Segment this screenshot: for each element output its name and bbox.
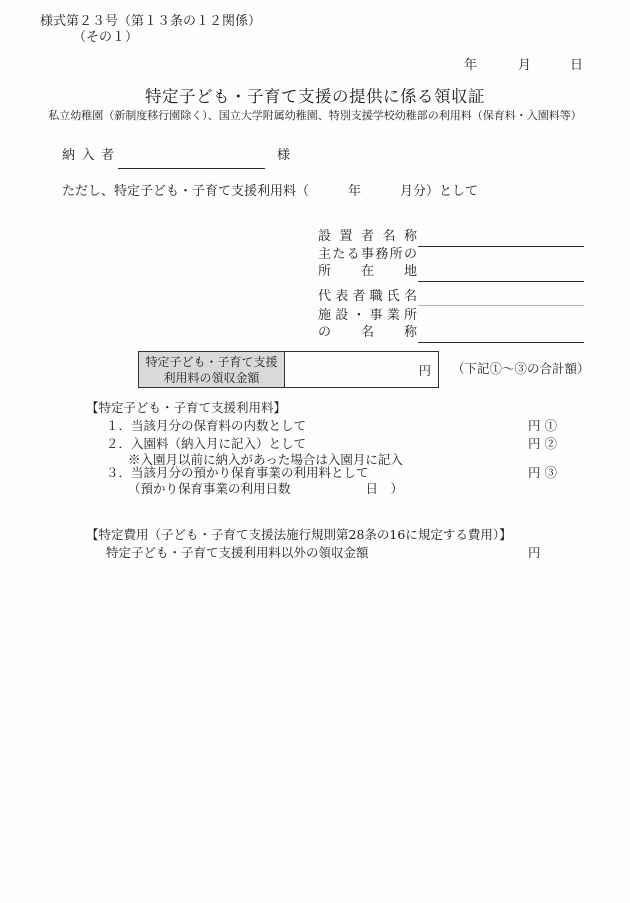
form-number: 様式第２３号（第１３条の１２関係）	[40, 14, 262, 29]
amount-box-unit: 円	[418, 362, 431, 378]
usage-fee-item-3: ３．当該月分の預かり保育事業の利用料として	[106, 465, 369, 480]
usage-fee-item-2-note: ※入園月以前に納入があった場合は入園月に記入	[128, 452, 403, 467]
payer-label: 納入者	[62, 148, 114, 163]
usage-fee-item-1: １．当該月分の保育料の内数として	[106, 418, 307, 433]
date-year-label: 年	[464, 58, 478, 73]
amount-box-value-cell	[285, 352, 438, 387]
date-month-label: 月	[518, 58, 532, 73]
issuer-facility-label-line2: の名称	[318, 325, 417, 340]
usage-fee-item-3-unit: 円 ③	[528, 465, 557, 480]
issuer-office-label-line2: 所在地	[318, 264, 417, 279]
issuer-facility-label-line1: 施設・事業所	[318, 308, 417, 323]
usage-fee-item-2-unit: 円 ②	[528, 436, 557, 451]
payer-honorific: 様	[277, 148, 291, 163]
issuer-representative-blank-line	[418, 305, 584, 306]
proviso-line: ただし、特定子ども・子育て支援利用料（ 年 月分）として	[62, 184, 479, 199]
issuer-representative-label: 代表者職氏名	[318, 289, 417, 304]
amount-box-label-line1: 特定子ども・子育て支援	[145, 354, 278, 369]
usage-fee-item-3-sub: （預かり保育事業の利用日数 日 ）	[128, 481, 404, 496]
specific-cost-unit: 円	[528, 545, 541, 560]
issuer-office-blank-line	[418, 281, 584, 282]
page-title: 特定子ども・子育て支援の提供に係る領収証	[145, 87, 485, 106]
issuer-office-label-line1: 主たる事務所の	[318, 247, 417, 262]
usage-fee-item-2: ２．入園料（納入月に記入）として	[106, 436, 307, 451]
specific-cost-heading: 【特定費用（子ども・子育て支援法施行規則第28条の16に規定する費用）】	[86, 527, 512, 542]
issuer-name-label: 設置者名称	[318, 229, 417, 244]
form-part-number: （その１）	[73, 30, 139, 45]
payer-name-blank-line	[118, 168, 265, 169]
issuer-name-blank-line	[418, 246, 584, 247]
receipt-amount-box	[138, 351, 439, 388]
amount-box-note: （下記①～③の合計額）	[452, 361, 590, 376]
issuer-facility-blank-line	[418, 342, 584, 343]
usage-fee-item-1-unit: 円 ①	[528, 418, 557, 433]
specific-cost-line: 特定子ども・子育て支援利用料以外の領収金額	[106, 545, 369, 560]
amount-box-label	[139, 352, 285, 387]
page-subtitle: 私立幼稚園（新制度移行園除く）、国立大学附属幼稚園、特別支援学校幼稚部の利用料（保育料・入園料等）	[48, 109, 582, 122]
usage-fee-heading: 【特定子ども・子育て支援利用料】	[86, 400, 287, 415]
date-day-label: 日	[570, 58, 584, 73]
amount-box-label-line2: 利用料の領収金額	[163, 370, 260, 385]
